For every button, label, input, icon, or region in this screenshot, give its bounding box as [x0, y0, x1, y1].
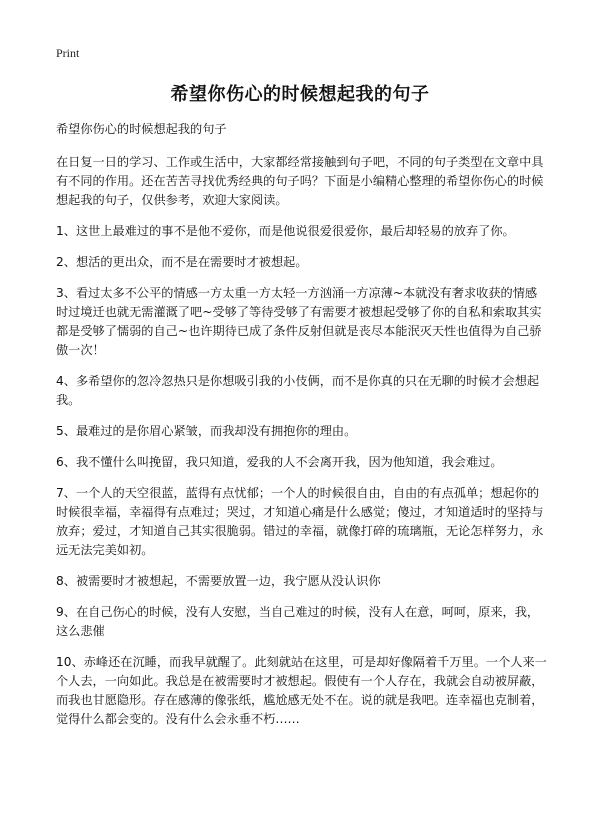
quote-paragraph-9: 9、在自己伤心的时候，没有人安慰，当自己难过的时候，没有人在意，呵呵，原来，我，这么悲催 [56, 605, 540, 638]
quote-paragraph-4: 4、多希望你的忽冷忽热只是你想吸引我的小伎俩，而不是你真的只在无聊的时候才会想起我。 [56, 374, 540, 407]
document-subtitle: 希望你伤心的时候想起我的句子 [56, 122, 227, 136]
document-body [56, 120, 548, 741]
document-title: 希望你伤心的时候想起我的句子 [170, 84, 430, 105]
quote-paragraph-10: 10、赤峰还在沉睡，而我早就醒了。此刻就站在这里，可是却好像隔着千万里。一个人来一个人去，一向如此。我总是在被需要时才被想起。假使有一个人存在，我就会自动被屏蔽，而我也甘愿隐形。存在感薄的像张纸，尴尬感无处不在。说的就是我吧。连幸福也克制着，觉得什么都会变的。没有什么会永垂不朽…… [56, 655, 547, 726]
quote-paragraph-1: 1、这世上最难过的事不是他不爱你，而是他说很爱很爱你，最后却轻易的放弃了你。 [56, 224, 515, 238]
print-link[interactable]: Print [56, 46, 80, 60]
quote-paragraph-2: 2、想活的更出众，而不是在需要时才被想起。 [56, 255, 308, 269]
quote-paragraph-7: 7、一个人的天空很蓝，蓝得有点忧郁；一个人的时候很自由，自由的有点孤单；想起你的时候很幸福，幸福得有点难过；哭过，才知道心痛是什么感觉；傻过，才知道适时的坚持与放弃；爱过，才知道自己其实很脆弱。错过的幸福，就像打碎的琉璃瓶，无论怎样努力，永远无法完美如初。 [56, 486, 544, 557]
quote-paragraph-6: 6、我不懂什么叫挽留，我只知道，爱我的人不会离开我，因为他知道，我会难过。 [56, 455, 503, 469]
quote-paragraph-3: 3、看过太多不公平的情感一方太重一方太轻一方汹涌一方凉薄~本就没有奢求收获的情感时过境迁也就无需灌溉了吧~受够了等待受够了有需要才被想起受够了你的自私和索取其实都是受够了懦弱的自己~也许期待已成了条件反射但就是丧尽本能泯灭天性也值得为自己骄傲一次！ [56, 286, 542, 357]
quote-paragraph-5: 5、最难过的是你眉心紧皱，而我却没有拥抱你的理由。 [56, 424, 357, 438]
quote-paragraph-8: 8、被需要时才被想起，不需要放置一边，我宁愿从没认识你 [56, 574, 381, 588]
intro-paragraph: 在日复一日的学习、工作或生活中，大家都经常接触到句子吧，不同的句子类型在文章中具有不同的作用。还在苦苦寻找优秀经典的句子吗？下面是小编精心整理的希望你伤心的时候想起我的句子，仅供参考，欢迎大家阅读。 [56, 155, 544, 207]
